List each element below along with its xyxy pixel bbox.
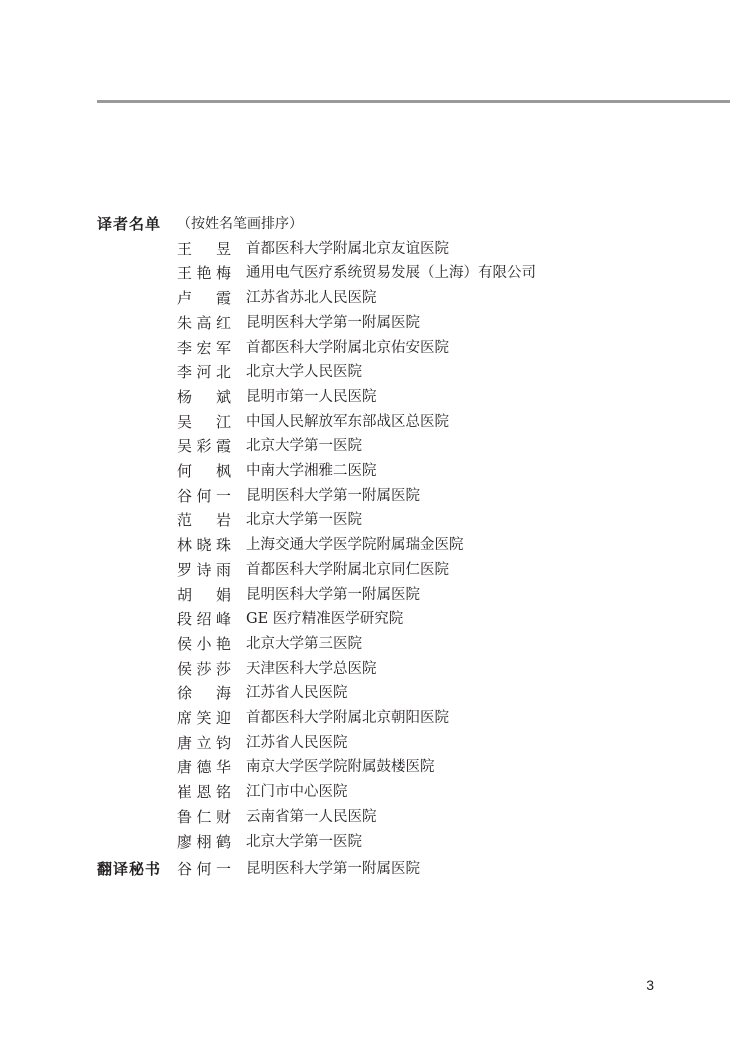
- translator-name: 胡 娟: [177, 585, 231, 604]
- translator-row: [0, 558, 730, 583]
- translator-name: 卢 霞: [177, 289, 231, 308]
- translator-row: [0, 237, 730, 262]
- translator-row: [0, 533, 730, 558]
- translator-affiliation: 首都医科大学附属北京佑安医院: [246, 339, 449, 356]
- translator-row: [0, 657, 730, 682]
- translator-name: 吴彩霞: [177, 437, 231, 456]
- translator-row: [0, 336, 730, 361]
- translator-name: 侯小艳: [177, 634, 231, 653]
- translator-affiliation: 北京大学第三医院: [246, 635, 362, 652]
- translator-affiliation: 江苏省人民医院: [246, 685, 348, 702]
- translator-row: [0, 434, 730, 459]
- translator-affiliation: 江门市中心医院: [246, 784, 348, 801]
- translator-name: 何 枫: [177, 462, 231, 480]
- translator-name: 杨 斌: [177, 387, 231, 406]
- translator-affiliation: 中南大学湘雅二医院: [246, 463, 377, 479]
- translator-affiliation: 云南省第一人民医院: [246, 808, 377, 825]
- translator-row: [0, 508, 730, 533]
- translator-name: 李河北: [177, 363, 231, 382]
- translator-heading: 译者名单: [97, 215, 162, 233]
- translator-row: [0, 706, 730, 731]
- translator-affiliation: 昆明医科大学第一附属医院: [246, 314, 420, 331]
- top-rule: [97, 100, 730, 103]
- translator-sort-note: （按姓名笔画排序）: [177, 216, 303, 232]
- translator-affiliation: 上海交通大学医学院附属瑞金医院: [246, 537, 464, 554]
- translator-row: [0, 681, 730, 706]
- translator-row: [0, 830, 730, 855]
- translator-affiliation: GE 医疗精准医学研究院: [246, 611, 404, 628]
- translator-name: 吴 江: [177, 412, 231, 431]
- translator-row: [0, 780, 730, 805]
- translator-affiliation: 江苏省人民医院: [246, 734, 348, 751]
- translator-row: [0, 484, 730, 509]
- translator-affiliation: 首都医科大学附属北京朝阳医院: [246, 710, 449, 726]
- translator-affiliation: 首都医科大学附属北京友谊医院: [246, 240, 449, 257]
- translator-name: 李宏军: [177, 338, 231, 357]
- translator-affiliation: 天津医科大学总医院: [246, 660, 377, 677]
- translator-row: [0, 805, 730, 830]
- page-number: 3: [646, 977, 654, 993]
- translator-affiliation: 首都医科大学附属北京同仁医院: [246, 561, 449, 578]
- translator-row: [0, 311, 730, 336]
- translator-name: 王艳梅: [177, 264, 231, 283]
- translator-affiliation: 北京大学第一医院: [246, 512, 362, 529]
- translator-row: [0, 261, 730, 286]
- translator-name: 范 岩: [177, 511, 231, 530]
- translator-row: [0, 360, 730, 385]
- translator-affiliation: 江苏省苏北人民医院: [246, 290, 377, 307]
- translator-name: 唐德华: [177, 758, 231, 777]
- translator-affiliation: 北京大学第一医院: [246, 833, 362, 850]
- translator-row: [0, 410, 730, 435]
- secretary-heading: 翻译秘书: [97, 860, 162, 878]
- translator-affiliation: 昆明医科大学第一附属医院: [246, 586, 420, 603]
- translator-affiliation: 北京大学人民医院: [246, 364, 362, 381]
- translator-name: 罗诗雨: [177, 560, 231, 579]
- translator-name: 崔恩铭: [177, 783, 231, 802]
- translator-name: 侯莎莎: [177, 659, 231, 678]
- translator-affiliation: 中国人民解放军东部战区总医院: [246, 413, 449, 430]
- translator-affiliation: 北京大学第一医院: [246, 438, 362, 455]
- translator-affiliation: 南京大学医学院附属鼓楼医院: [246, 759, 435, 776]
- translator-row: [0, 286, 730, 311]
- translator-affiliation: 昆明医科大学第一附属医院: [246, 487, 420, 504]
- translator-row: [0, 583, 730, 608]
- translator-affiliation: 昆明市第一人民医院: [246, 388, 377, 405]
- translator-row: [0, 385, 730, 410]
- translator-name: 廖栩鹤: [177, 832, 231, 851]
- translator-row: [0, 607, 730, 632]
- translator-name: 段绍峰: [177, 610, 231, 629]
- translator-row: [0, 459, 730, 484]
- translator-affiliation: 通用电气医疗系统贸易发展（上海）有限公司: [246, 265, 536, 282]
- translator-name: 王 昱: [177, 239, 231, 258]
- translator-name: 席笑迎: [177, 709, 231, 727]
- translator-name: 朱高红: [177, 313, 231, 332]
- translator-row: [0, 632, 730, 657]
- secretary-affiliation: 昆明医科大学第一附属医院: [246, 861, 420, 877]
- translator-name: 林晓珠: [177, 536, 231, 555]
- translator-row: [0, 755, 730, 780]
- translator-name: 谷何一: [177, 486, 231, 505]
- secretary-name: 谷何一: [177, 860, 231, 878]
- translator-row: [0, 731, 730, 756]
- translator-name: 鲁仁财: [177, 807, 231, 826]
- translator-name: 徐 海: [177, 684, 231, 703]
- translator-name: 唐立钧: [177, 733, 231, 752]
